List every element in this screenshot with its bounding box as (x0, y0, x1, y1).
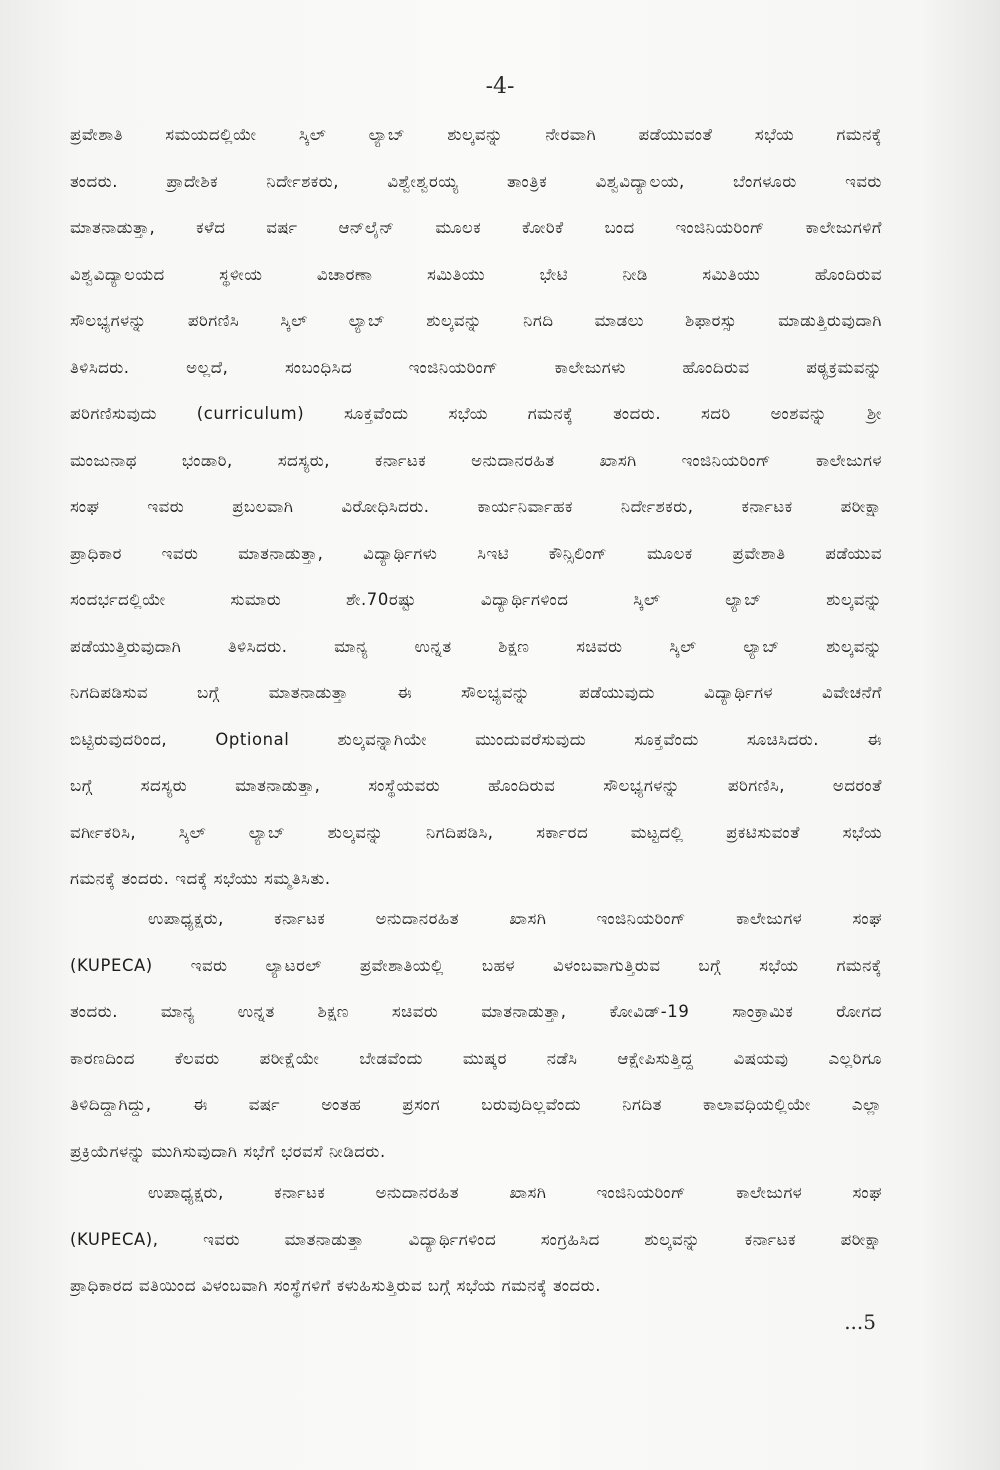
text-line: ಸೌಲಭ್ಯಗಳನ್ನು ಪರಿಗಣಿಸಿ ಸ್ಕಿಲ್ ಲ್ಯಾಬ್ ಶುಲ್ಕವನ್ನು ನಿಗದಿ ಮಾಡಲು ಶಿಫಾರಸ್ಸು ಮಾಡುತ್ತಿರುವುದಾಗಿ (70, 311, 882, 330)
page-number: -4- (485, 74, 515, 99)
text-line: (KUPECA) ಇವರು ಲ್ಯಾಟರಲ್ ಪ್ರವೇಶಾತಿಯಲ್ಲಿ ಬಹಳ ವಿಳಂಬವಾಗುತ್ತಿರುವ ಬಗ್ಗೆ ಸಭೆಯ ಗಮನಕ್ಕೆ (70, 955, 882, 975)
text-line: ಮಾತನಾಡುತ್ತಾ, ಕಳೆದ ವರ್ಷ ಆನ್‌ಲೈನ್ ಮೂಲಕ ಕೋರಿಕೆ ಬಂದ ಇಂಜಿನಿಯರಿಂಗ್ ಕಾಲೇಜುಗಳಿಗೆ (70, 218, 882, 237)
text-line: (KUPECA), ಇವರು ಮಾತನಾಡುತ್ತಾ ವಿದ್ಯಾರ್ಥಿಗಳಿಂದ ಸಂಗ್ರಹಿಸಿದ ಶುಲ್ಕವನ್ನು ಕರ್ನಾಟಕ ಪರೀಕ್ಷಾ (70, 1229, 882, 1249)
paragraph-1 (70, 112, 882, 903)
text-line: ಕಾರಣದಿಂದ ಕೆಲವರು ಪರೀಕ್ಷೆಯೇ ಬೇಡವೆಂದು ಮುಷ್ಕರ ನಡೆಸಿ ಆಕ್ಷೇಪಿಸುತ್ತಿದ್ದ ವಿಷಯವು ಎಲ್ಲರಿಗೂ (70, 1048, 882, 1068)
text-line: ತಿಳಿದಿದ್ದಾಗಿದ್ದು, ಈ ವರ್ಷ ಅಂತಹ ಪ್ರಸಂಗ ಬರುವುದಿಲ್ಲವೆಂದು ನಿಗದಿತ ಕಾಲಾವಧಿಯಲ್ಲಿಯೇ ಎಲ್ಲಾ (70, 1095, 882, 1114)
text-line: ಮಂಜುನಾಥ ಭಂಡಾರಿ, ಸದಸ್ಯರು, ಕರ್ನಾಟಕ ಅನುದಾನರಹಿತ ಖಾಸಗಿ ಇಂಜಿನಿಯರಿಂಗ್ ಕಾಲೇಜುಗಳ (70, 450, 882, 470)
text-line: ಪರಿಗಣಿಸುವುದು (curriculum) ಸೂಕ್ತವೆಂದು ಸಭೆಯ ಗಮನಕ್ಕೆ ತಂದರು. ಸದರಿ ಅಂಶವನ್ನು ಶ್ರೀ (70, 404, 882, 423)
text-line: ಬಿಟ್ಟಿರುವುದರಿಂದ, Optional ಶುಲ್ಕವನ್ನಾಗಿಯೇ ಮುಂದುವರೆಸುವುದು ಸೂಕ್ತವೆಂದು ಸೂಚಿಸಿದರು. ಈ (70, 729, 882, 749)
text-line: ಪ್ರಾಧಿಕಾರದ ವತಿಯಿಂದ ವಿಳಂಬವಾಗಿ ಸಂಸ್ಥೆಗಳಿಗೆ ಕಳುಹಿಸುತ್ತಿರುವ ಬಗ್ಗೆ ಸಭೆಯ ಗಮನಕ್ಕೆ ತಂದರು. (70, 1276, 602, 1295)
text-line: ಬಗ್ಗೆ ಸದಸ್ಯರು ಮಾತನಾಡುತ್ತಾ, ಸಂಸ್ಥೆಯವರು ಹೊಂದಿರುವ ಸೌಲಭ್ಯಗಳನ್ನು ಪರಿಗಣಿಸಿ, ಅದರಂತೆ (70, 776, 882, 795)
text-line: ಸಂಘ ಇವರು ಪ್ರಬಲವಾಗಿ ವಿರೋಧಿಸಿದರು. ಕಾರ್ಯನಿರ್ವಾಹಕ ನಿರ್ದೇಶಕರು, ಕರ್ನಾಟಕ ಪರೀಕ್ಷಾ (70, 497, 882, 516)
text-line: ಸಂದರ್ಭದಲ್ಲಿಯೇ ಸುಮಾರು ಶೇ.70ರಷ್ಟು ವಿದ್ಯಾರ್ಥಿಗಳಿಂದ ಸ್ಕಿಲ್ ಲ್ಯಾಬ್ ಶುಲ್ಕವನ್ನು (70, 590, 882, 609)
text-line: ಉಪಾಧ್ಯಕ್ಷರು, ಕರ್ನಾಟಕ ಅನುದಾನರಹಿತ ಖಾಸಗಿ ಇಂಜಿನಿಯರಿಂಗ್ ಕಾಲೇಜುಗಳ ಸಂಘ (148, 909, 882, 928)
text-line: ವರ್ಗೀಕರಿಸಿ, ಸ್ಕಿಲ್ ಲ್ಯಾಬ್ ಶುಲ್ಕವನ್ನು ನಿಗದಿಪಡಿಸಿ, ಸರ್ಕಾರದ ಮಟ್ಟದಲ್ಲಿ ಪ್ರಕಟಿಸುವಂತೆ ಸಭೆಯ (70, 822, 882, 842)
text-line: ವಿಶ್ವವಿದ್ಯಾಲಯದ ಸ್ಥಳೀಯ ವಿಚಾರಣಾ ಸಮಿತಿಯು ಭೇಟಿ ನೀಡಿ ಸಮಿತಿಯು ಹೊಂದಿರುವ (70, 264, 882, 284)
text-line: ತಂದರು. ಮಾನ್ಯ ಉನ್ನತ ಶಿಕ್ಷಣ ಸಚಿವರು ಮಾತನಾಡುತ್ತಾ, ಕೋವಿಡ್-19 ಸಾಂಕ್ರಾಮಿಕ ರೋಗದ (70, 1002, 882, 1021)
text-line: ಪ್ರಕ್ರಿಯೆಗಳನ್ನು ಮುಗಿಸುವುದಾಗಿ ಸಭೆಗೆ ಭರವಸೆ ನೀಡಿದರು. (70, 1141, 386, 1161)
text-line: ತಂದರು. ಪ್ರಾದೇಶಿಕ ನಿರ್ದೇಶಕರು, ವಿಶ್ವೇಶ್ವರಯ್ಯ ತಾಂತ್ರಿಕ ವಿಶ್ವವಿದ್ಯಾಲಯ, ಬೆಂಗಳೂರು ಇವರು (70, 171, 882, 191)
continuation-marker: ...5 (844, 1310, 876, 1334)
text-line: ಗಮನಕ್ಕೆ ತಂದರು. ಇದಕ್ಕೆ ಸಭೆಯು ಸಮ್ಮತಿಸಿತು. (70, 869, 331, 888)
paragraph-3 (70, 1170, 882, 1310)
text-line: ಉಪಾಧ್ಯಕ್ಷರು, ಕರ್ನಾಟಕ ಅನುದಾನರಹಿತ ಖಾಸಗಿ ಇಂಜಿನಿಯರಿಂಗ್ ಕಾಲೇಜುಗಳ ಸಂಘ (148, 1183, 882, 1202)
text-line: ತಿಳಿಸಿದರು. ಅಲ್ಲದೆ, ಸಂಬಂಧಿಸಿದ ಇಂಜಿನಿಯರಿಂಗ್ ಕಾಲೇಜುಗಳು ಹೊಂದಿರುವ ಪಠ್ಯಕ್ರಮವನ್ನು (70, 357, 882, 377)
paragraph-2 (70, 896, 882, 1175)
text-line: ನಿಗದಿಪಡಿಸುವ ಬಗ್ಗೆ ಮಾತನಾಡುತ್ತಾ ಈ ಸೌಲಭ್ಯವನ್ನು ಪಡೆಯುವುದು ವಿದ್ಯಾರ್ಥಿಗಳ ವಿವೇಚನೆಗೆ (70, 683, 882, 702)
text-line: ಪ್ರಾಧಿಕಾರ ಇವರು ಮಾತನಾಡುತ್ತಾ, ವಿದ್ಯಾರ್ಥಿಗಳು ಸಿಇಟಿ ಕೌನ್ಸಿಲಿಂಗ್ ಮೂಲಕ ಪ್ರವೇಶಾತಿ ಪಡೆಯುವ (70, 543, 882, 563)
text-line: ಪಡೆಯುತ್ತಿರುವುದಾಗಿ ತಿಳಿಸಿದರು. ಮಾನ್ಯ ಉನ್ನತ ಶಿಕ್ಷಣ ಸಚಿವರು ಸ್ಕಿಲ್ ಲ್ಯಾಬ್ ಶುಲ್ಕವನ್ನು (70, 636, 882, 656)
text-line: ಪ್ರವೇಶಾತಿ ಸಮಯದಲ್ಲಿಯೇ ಸ್ಕಿಲ್ ಲ್ಯಾಬ್ ಶುಲ್ಕವನ್ನು ನೇರವಾಗಿ ಪಡೆಯುವಂತೆ ಸಭೆಯ ಗಮನಕ್ಕೆ (70, 125, 882, 144)
